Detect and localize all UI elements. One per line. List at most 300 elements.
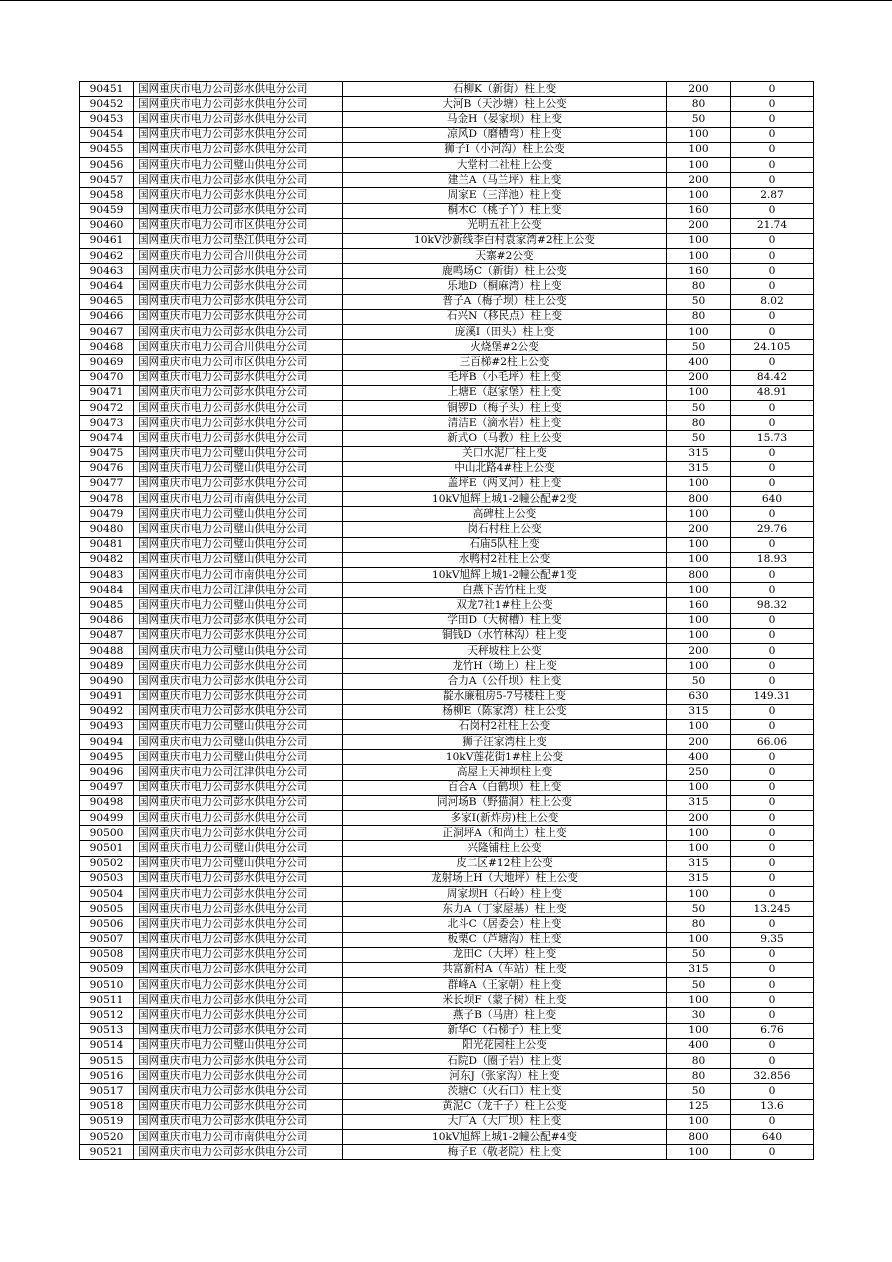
cell-org: 国网重庆市电力公司彭水供电分公司 xyxy=(134,826,343,841)
cell-id: 90463 xyxy=(80,264,134,279)
cell-name: 新华C（石梯子）柱上变 xyxy=(343,1023,667,1038)
cell-org: 国网重庆市电力公司彭水供电分公司 xyxy=(134,97,343,112)
cell-org: 国网重庆市电力公司璧山供电分公司 xyxy=(134,552,343,567)
table-row xyxy=(80,765,814,780)
cell-name: 正洞坪A（和尚土）柱上变 xyxy=(343,826,667,841)
cell-value: 0 xyxy=(731,795,814,810)
cell-value: 0 xyxy=(731,962,814,977)
cell-value: 0 xyxy=(731,537,814,552)
cell-value: 0 xyxy=(731,157,814,172)
cell-org: 国网重庆市电力公司垫江供电分公司 xyxy=(134,233,343,248)
cell-value: 9.35 xyxy=(731,932,814,947)
cell-name: 普子A（梅子坝）柱上公变 xyxy=(343,294,667,309)
cell-capacity: 100 xyxy=(667,1114,731,1129)
cell-org: 国网重庆市电力公司彭水供电分公司 xyxy=(134,188,343,203)
cell-capacity: 315 xyxy=(667,704,731,719)
table-row xyxy=(80,537,814,552)
cell-capacity: 100 xyxy=(667,142,731,157)
cell-value: 0 xyxy=(731,264,814,279)
cell-name: 狮子I（小河沟）柱上公变 xyxy=(343,142,667,157)
cell-capacity: 160 xyxy=(667,264,731,279)
cell-name: 北斗C（居委会）柱上变 xyxy=(343,917,667,932)
cell-id: 90507 xyxy=(80,932,134,947)
cell-name: 百合A（白鹤坝）柱上变 xyxy=(343,780,667,795)
cell-org: 国网重庆市电力公司市南供电分公司 xyxy=(134,568,343,583)
table-row xyxy=(80,598,814,613)
cell-value: 13.6 xyxy=(731,1099,814,1114)
cell-capacity: 100 xyxy=(667,188,731,203)
cell-org: 国网重庆市电力公司市南供电分公司 xyxy=(134,1129,343,1144)
cell-id: 90473 xyxy=(80,416,134,431)
table-row xyxy=(80,127,814,142)
cell-org: 国网重庆市电力公司璧山供电分公司 xyxy=(134,157,343,172)
table-row xyxy=(80,188,814,203)
cell-capacity: 80 xyxy=(667,416,731,431)
cell-org: 国网重庆市电力公司彭水供电分公司 xyxy=(134,264,343,279)
cell-value: 0 xyxy=(731,112,814,127)
cell-org: 国网重庆市电力公司彭水供电分公司 xyxy=(134,416,343,431)
cell-org: 国网重庆市电力公司市区供电分公司 xyxy=(134,218,343,233)
cell-org: 国网重庆市电力公司璧山供电分公司 xyxy=(134,537,343,552)
table-row xyxy=(80,780,814,795)
cell-capacity: 250 xyxy=(667,765,731,780)
cell-name: 阳光花园柱上公变 xyxy=(343,1038,667,1053)
cell-capacity: 200 xyxy=(667,173,731,188)
cell-id: 90465 xyxy=(80,294,134,309)
cell-value: 0 xyxy=(731,507,814,522)
cell-id: 90512 xyxy=(80,1008,134,1023)
table-row xyxy=(80,750,814,765)
cell-id: 90464 xyxy=(80,279,134,294)
cell-id: 90470 xyxy=(80,370,134,385)
cell-value: 48.91 xyxy=(731,385,814,400)
cell-capacity: 100 xyxy=(667,385,731,400)
cell-value: 0 xyxy=(731,233,814,248)
cell-capacity: 315 xyxy=(667,856,731,871)
cell-value: 0 xyxy=(731,173,814,188)
cell-org: 国网重庆市电力公司彭水供电分公司 xyxy=(134,917,343,932)
cell-value: 0 xyxy=(731,628,814,643)
cell-value: 0 xyxy=(731,203,814,218)
cell-name: 天寨#2公变 xyxy=(343,249,667,264)
cell-capacity: 200 xyxy=(667,82,731,97)
cell-value: 0 xyxy=(731,886,814,901)
cell-capacity: 80 xyxy=(667,97,731,112)
table-row xyxy=(80,583,814,598)
cell-id: 90514 xyxy=(80,1038,134,1053)
cell-org: 国网重庆市电力公司彭水供电分公司 xyxy=(134,325,343,340)
cell-id: 90517 xyxy=(80,1084,134,1099)
cell-value: 149.31 xyxy=(731,689,814,704)
table-row xyxy=(80,173,814,188)
cell-id: 90490 xyxy=(80,674,134,689)
cell-id: 90518 xyxy=(80,1099,134,1114)
cell-org: 国网重庆市电力公司璧山供电分公司 xyxy=(134,750,343,765)
cell-value: 0 xyxy=(731,780,814,795)
table-row xyxy=(80,719,814,734)
table-row xyxy=(80,355,814,370)
cell-capacity: 100 xyxy=(667,127,731,142)
cell-capacity: 50 xyxy=(667,1084,731,1099)
cell-capacity: 800 xyxy=(667,568,731,583)
cell-capacity: 315 xyxy=(667,962,731,977)
cell-value: 0 xyxy=(731,643,814,658)
cell-id: 90459 xyxy=(80,203,134,218)
cell-id: 90502 xyxy=(80,856,134,871)
cell-id: 90453 xyxy=(80,112,134,127)
cell-name: 白燕下苦竹柱上变 xyxy=(343,583,667,598)
cell-org: 国网重庆市电力公司彭水供电分公司 xyxy=(134,613,343,628)
cell-capacity: 100 xyxy=(667,1145,731,1160)
cell-value: 18.93 xyxy=(731,552,814,567)
table-row xyxy=(80,233,814,248)
cell-name: 火烧堡#2公变 xyxy=(343,340,667,355)
table-row xyxy=(80,1129,814,1144)
table-row xyxy=(80,309,814,324)
cell-org: 国网重庆市电力公司彭水供电分公司 xyxy=(134,294,343,309)
cell-value: 0 xyxy=(731,568,814,583)
cell-id: 90475 xyxy=(80,446,134,461)
cell-name: 清洁E（滴水岩）柱上变 xyxy=(343,416,667,431)
cell-capacity: 200 xyxy=(667,811,731,826)
cell-capacity: 100 xyxy=(667,249,731,264)
cell-name: 合力A（公仟坝）柱上变 xyxy=(343,674,667,689)
cell-capacity: 50 xyxy=(667,400,731,415)
cell-org: 国网重庆市电力公司彭水供电分公司 xyxy=(134,811,343,826)
cell-id: 90462 xyxy=(80,249,134,264)
cell-org: 国网重庆市电力公司江津供电分公司 xyxy=(134,583,343,598)
cell-org: 国网重庆市电力公司彭水供电分公司 xyxy=(134,780,343,795)
cell-id: 90513 xyxy=(80,1023,134,1038)
cell-name: 燕子B（马唐）柱上变 xyxy=(343,1008,667,1023)
cell-value: 0 xyxy=(731,917,814,932)
cell-capacity: 100 xyxy=(667,628,731,643)
cell-name: 马金H（晏家坝）柱上变 xyxy=(343,112,667,127)
cell-capacity: 400 xyxy=(667,355,731,370)
cell-id: 90488 xyxy=(80,643,134,658)
cell-name: 石岗村2社柱上公变 xyxy=(343,719,667,734)
cell-org: 国网重庆市电力公司彭水供电分公司 xyxy=(134,674,343,689)
cell-org: 国网重庆市电力公司璧山供电分公司 xyxy=(134,1038,343,1053)
table-row xyxy=(80,522,814,537)
cell-value: 0 xyxy=(731,476,814,491)
cell-org: 国网重庆市电力公司彭水供电分公司 xyxy=(134,1069,343,1084)
cell-capacity: 80 xyxy=(667,309,731,324)
cell-name: 建兰A（马兰坪）柱上变 xyxy=(343,173,667,188)
cell-capacity: 100 xyxy=(667,613,731,628)
cell-id: 90454 xyxy=(80,127,134,142)
cell-id: 90520 xyxy=(80,1129,134,1144)
cell-value: 8.02 xyxy=(731,294,814,309)
cell-org: 国网重庆市电力公司彭水供电分公司 xyxy=(134,947,343,962)
cell-id: 90516 xyxy=(80,1069,134,1084)
cell-value: 0 xyxy=(731,871,814,886)
table-row xyxy=(80,340,814,355)
cell-capacity: 100 xyxy=(667,233,731,248)
cell-id: 90505 xyxy=(80,902,134,917)
cell-name: 周家E（三洋池）柱上变 xyxy=(343,188,667,203)
table-row xyxy=(80,157,814,172)
cell-org: 国网重庆市电力公司彭水供电分公司 xyxy=(134,1099,343,1114)
cell-capacity: 315 xyxy=(667,446,731,461)
cell-value: 0 xyxy=(731,82,814,97)
cell-id: 90509 xyxy=(80,962,134,977)
cell-id: 90494 xyxy=(80,735,134,750)
cell-capacity: 315 xyxy=(667,461,731,476)
cell-org: 国网重庆市电力公司璧山供电分公司 xyxy=(134,719,343,734)
cell-capacity: 100 xyxy=(667,157,731,172)
cell-org: 国网重庆市电力公司彭水供电分公司 xyxy=(134,127,343,142)
cell-id: 90458 xyxy=(80,188,134,203)
cell-org: 国网重庆市电力公司彭水供电分公司 xyxy=(134,932,343,947)
cell-id: 90497 xyxy=(80,780,134,795)
cell-name: 盖坪E（两叉河）柱上变 xyxy=(343,476,667,491)
cell-org: 国网重庆市电力公司彭水供电分公司 xyxy=(134,1054,343,1069)
cell-capacity: 125 xyxy=(667,1099,731,1114)
cell-value: 0 xyxy=(731,142,814,157)
table-row xyxy=(80,795,814,810)
cell-id: 90493 xyxy=(80,719,134,734)
cell-name: 河东J（张家沟）柱上变 xyxy=(343,1069,667,1084)
cell-name: 天秤坡柱上公变 xyxy=(343,643,667,658)
cell-capacity: 100 xyxy=(667,1023,731,1038)
cell-value: 0 xyxy=(731,1084,814,1099)
cell-org: 国网重庆市电力公司璧山供电分公司 xyxy=(134,735,343,750)
table-row xyxy=(80,264,814,279)
cell-org: 国网重庆市电力公司璧山供电分公司 xyxy=(134,856,343,871)
table-row xyxy=(80,82,814,97)
cell-org: 国网重庆市电力公司彭水供电分公司 xyxy=(134,203,343,218)
cell-capacity: 50 xyxy=(667,902,731,917)
cell-name: 中山北路4#柱上公变 xyxy=(343,461,667,476)
table-row xyxy=(80,674,814,689)
cell-id: 90500 xyxy=(80,826,134,841)
cell-value: 0 xyxy=(731,841,814,856)
cell-org: 国网重庆市电力公司璧山供电分公司 xyxy=(134,841,343,856)
cell-name: 大河B（天沙塘）柱上公变 xyxy=(343,97,667,112)
table-row xyxy=(80,492,814,507)
table-row xyxy=(80,886,814,901)
transformer-table xyxy=(79,81,814,1160)
cell-name: 杨柳E（陈家湾）柱上公变 xyxy=(343,704,667,719)
cell-capacity: 100 xyxy=(667,886,731,901)
table-row xyxy=(80,446,814,461)
cell-name: 毛坪B（小毛坪）柱上变 xyxy=(343,370,667,385)
cell-value: 0 xyxy=(731,659,814,674)
cell-value: 15.73 xyxy=(731,431,814,446)
cell-id: 90451 xyxy=(80,82,134,97)
cell-id: 90456 xyxy=(80,157,134,172)
cell-value: 0 xyxy=(731,309,814,324)
cell-name: 石庙5队柱上变 xyxy=(343,537,667,552)
cell-value: 84.42 xyxy=(731,370,814,385)
cell-value: 6.76 xyxy=(731,1023,814,1038)
cell-name: 龙竹H（坳上）柱上变 xyxy=(343,659,667,674)
cell-id: 90508 xyxy=(80,947,134,962)
cell-value: 0 xyxy=(731,97,814,112)
cell-id: 90489 xyxy=(80,659,134,674)
table-row xyxy=(80,613,814,628)
table-row xyxy=(80,1069,814,1084)
cell-org: 国网重庆市电力公司璧山供电分公司 xyxy=(134,522,343,537)
cell-value: 0 xyxy=(731,355,814,370)
cell-id: 90485 xyxy=(80,598,134,613)
cell-capacity: 100 xyxy=(667,552,731,567)
cell-capacity: 200 xyxy=(667,735,731,750)
table-row xyxy=(80,461,814,476)
cell-org: 国网重庆市电力公司璧山供电分公司 xyxy=(134,507,343,522)
cell-capacity: 100 xyxy=(667,507,731,522)
cell-capacity: 800 xyxy=(667,1129,731,1144)
cell-capacity: 100 xyxy=(667,826,731,841)
table-body xyxy=(80,82,814,1160)
cell-value: 66.06 xyxy=(731,735,814,750)
cell-capacity: 100 xyxy=(667,719,731,734)
table-row xyxy=(80,917,814,932)
cell-capacity: 400 xyxy=(667,750,731,765)
cell-id: 90521 xyxy=(80,1145,134,1160)
cell-id: 90506 xyxy=(80,917,134,932)
cell-id: 90519 xyxy=(80,1114,134,1129)
cell-id: 90476 xyxy=(80,461,134,476)
cell-name: 铜锣D（梅子头）柱上变 xyxy=(343,400,667,415)
table-row xyxy=(80,203,814,218)
table-row xyxy=(80,294,814,309)
cell-capacity: 50 xyxy=(667,294,731,309)
table-row xyxy=(80,841,814,856)
cell-capacity: 80 xyxy=(667,1054,731,1069)
cell-name: 石兴N（移民点）柱上变 xyxy=(343,309,667,324)
cell-capacity: 100 xyxy=(667,476,731,491)
cell-org: 国网重庆市电力公司江津供电分公司 xyxy=(134,765,343,780)
table-row xyxy=(80,932,814,947)
cell-name: 光明五社上公变 xyxy=(343,218,667,233)
cell-org: 国网重庆市电力公司彭水供电分公司 xyxy=(134,795,343,810)
table-row xyxy=(80,689,814,704)
cell-capacity: 50 xyxy=(667,978,731,993)
table-row xyxy=(80,826,814,841)
cell-value: 0 xyxy=(731,826,814,841)
cell-capacity: 30 xyxy=(667,1008,731,1023)
cell-name: 龙射场上H（大地坪）柱上公变 xyxy=(343,871,667,886)
cell-name: 学田D（大树槽）柱上变 xyxy=(343,613,667,628)
cell-name: 凉风D（磨槽弯）柱上变 xyxy=(343,127,667,142)
cell-capacity: 200 xyxy=(667,522,731,537)
cell-value: 0 xyxy=(731,325,814,340)
cell-name: 新式O（马教）柱上公变 xyxy=(343,431,667,446)
cell-value: 0 xyxy=(731,1054,814,1069)
cell-id: 90492 xyxy=(80,704,134,719)
cell-org: 国网重庆市电力公司彭水供电分公司 xyxy=(134,886,343,901)
cell-capacity: 50 xyxy=(667,947,731,962)
cell-id: 90487 xyxy=(80,628,134,643)
cell-capacity: 160 xyxy=(667,598,731,613)
table-row xyxy=(80,325,814,340)
cell-capacity: 100 xyxy=(667,659,731,674)
cell-org: 国网重庆市电力公司彭水供电分公司 xyxy=(134,309,343,324)
cell-id: 90503 xyxy=(80,871,134,886)
table-row xyxy=(80,1008,814,1023)
cell-org: 国网重庆市电力公司彭水供电分公司 xyxy=(134,476,343,491)
cell-capacity: 80 xyxy=(667,917,731,932)
table-row xyxy=(80,370,814,385)
cell-id: 90469 xyxy=(80,355,134,370)
cell-id: 90471 xyxy=(80,385,134,400)
cell-org: 国网重庆市电力公司彭水供电分公司 xyxy=(134,902,343,917)
cell-id: 90484 xyxy=(80,583,134,598)
cell-value: 0 xyxy=(731,993,814,1008)
cell-capacity: 80 xyxy=(667,279,731,294)
cell-name: 乐地D（桐麻湾）柱上变 xyxy=(343,279,667,294)
table-row xyxy=(80,659,814,674)
table-row xyxy=(80,431,814,446)
cell-id: 90455 xyxy=(80,142,134,157)
cell-org: 国网重庆市电力公司璧山供电分公司 xyxy=(134,598,343,613)
cell-org: 国网重庆市电力公司彭水供电分公司 xyxy=(134,993,343,1008)
cell-capacity: 100 xyxy=(667,841,731,856)
cell-id: 90486 xyxy=(80,613,134,628)
table-row xyxy=(80,218,814,233)
cell-value: 0 xyxy=(731,613,814,628)
cell-id: 90499 xyxy=(80,811,134,826)
cell-capacity: 80 xyxy=(667,1069,731,1084)
cell-capacity: 100 xyxy=(667,537,731,552)
cell-id: 90472 xyxy=(80,400,134,415)
cell-value: 640 xyxy=(731,492,814,507)
cell-id: 90482 xyxy=(80,552,134,567)
cell-name: 10kV旭辉上城1-2幢公配#2变 xyxy=(343,492,667,507)
table-row xyxy=(80,947,814,962)
cell-org: 国网重庆市电力公司璧山供电分公司 xyxy=(134,461,343,476)
cell-org: 国网重庆市电力公司彭水供电分公司 xyxy=(134,689,343,704)
cell-id: 90466 xyxy=(80,309,134,324)
cell-value: 0 xyxy=(731,704,814,719)
cell-id: 90498 xyxy=(80,795,134,810)
table-row xyxy=(80,476,814,491)
cell-capacity: 50 xyxy=(667,431,731,446)
cell-name: 双龙7社1#柱上公变 xyxy=(343,598,667,613)
table-row xyxy=(80,568,814,583)
cell-org: 国网重庆市电力公司彭水供电分公司 xyxy=(134,82,343,97)
table-row xyxy=(80,643,814,658)
cell-org: 国网重庆市电力公司彭水供电分公司 xyxy=(134,1084,343,1099)
cell-value: 0 xyxy=(731,127,814,142)
cell-org: 国网重庆市电力公司彭水供电分公司 xyxy=(134,279,343,294)
cell-name: 周家坝H（石岭）柱上变 xyxy=(343,886,667,901)
cell-name: 上塘E（赵家堡）柱上变 xyxy=(343,385,667,400)
cell-name: 10kV旭辉上城1-2幢公配#1变 xyxy=(343,568,667,583)
cell-name: 茨塘C（火石口）柱上变 xyxy=(343,1084,667,1099)
cell-name: 关口水泥厂柱上变 xyxy=(343,446,667,461)
cell-value: 0 xyxy=(731,1114,814,1129)
cell-capacity: 50 xyxy=(667,112,731,127)
cell-name: 梅子E（敬老院）柱上变 xyxy=(343,1145,667,1160)
table-row xyxy=(80,628,814,643)
cell-value: 2.87 xyxy=(731,188,814,203)
table-row xyxy=(80,507,814,522)
table-row xyxy=(80,279,814,294)
cell-org: 国网重庆市电力公司彭水供电分公司 xyxy=(134,112,343,127)
cell-name: 共富新村A（车站）柱上变 xyxy=(343,962,667,977)
table-row xyxy=(80,735,814,750)
cell-name: 水鸭村2社柱上公变 xyxy=(343,552,667,567)
cell-value: 640 xyxy=(731,1129,814,1144)
table-row xyxy=(80,1054,814,1069)
cell-id: 90515 xyxy=(80,1054,134,1069)
table-row xyxy=(80,552,814,567)
cell-org: 国网重庆市电力公司彭水供电分公司 xyxy=(134,962,343,977)
cell-id: 90501 xyxy=(80,841,134,856)
